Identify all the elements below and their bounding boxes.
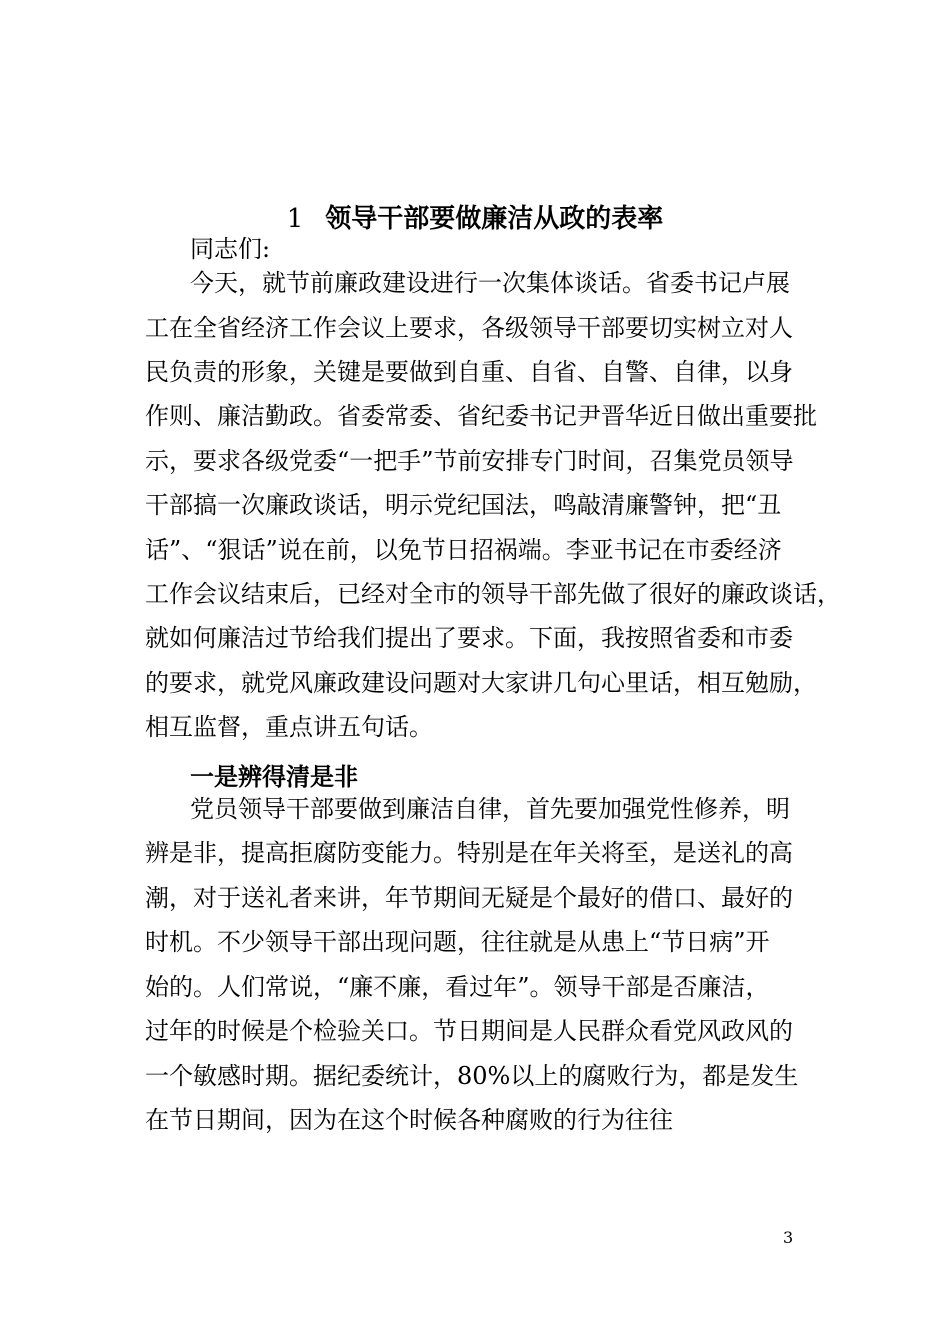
document-title <box>0 198 950 235</box>
paragraph-line: 工在全省经济工作会议上要求，各级领导干部要切实树立对人 <box>145 314 793 342</box>
paragraph-line: 民负责的形象，关键是要做到自重、自省、自警、自律，以身 <box>145 358 793 386</box>
paragraph-line: 过年的时候是个检验关口。节日期间是人民群众看党风政风的 <box>145 1017 793 1045</box>
title-number: 1 <box>286 204 304 234</box>
paragraph-line: 始的。人们常说，“廉不廉，看过年”。领导干部是否廉洁， <box>145 973 770 1001</box>
page-number: 3 <box>783 1228 794 1247</box>
section-heading: 一是辨得清是非 <box>190 762 358 791</box>
paragraph-line: 党员领导干部要做到廉洁自律，首先要加强党性修养，明 <box>190 795 790 823</box>
paragraph-line: 在节日期间，因为在这个时候各种腐败的行为往往 <box>145 1106 673 1134</box>
paragraph-line: 潮，对于送礼者来讲，年节期间无疑是个最好的借口、最好的 <box>145 884 793 912</box>
paragraph-line: 就如何廉洁过节给我们提出了要求。下面，我按照省委和市委 <box>145 624 793 652</box>
salutation: 同志们: <box>190 235 271 263</box>
paragraph-line: 一个敏感时期。据纪委统计，80%以上的腐败行为，都是发生 <box>145 1062 799 1090</box>
paragraph-line: 工作会议结束后，已经对全市的领导干部先做了很好的廉政谈话， <box>145 580 841 608</box>
paragraph-line: 时机。不少领导干部出现问题，往往就是从患上“节日病”开 <box>145 928 770 956</box>
paragraph-line: 相互监督，重点讲五句话。 <box>145 713 433 741</box>
paragraph-line: 的要求，就党风廉政建设问题对大家讲几句心里话，相互勉励， <box>145 669 817 697</box>
title-text: 领导干部要做廉洁从政的表率 <box>325 204 664 234</box>
paragraph-line: 示，要求各级党委“一把手”节前安排专门时间，召集党员领导 <box>145 447 794 475</box>
paragraph-line: 辨是非，提高拒腐防变能力。特别是在年关将至，是送礼的高 <box>145 839 793 867</box>
paragraph-line: 干部搞一次廉政谈话，明示党纪国法，鸣敲清廉警钟，把“丑 <box>145 491 782 519</box>
paragraph-line: 作则、廉洁勤政。省委常委、省纪委书记尹晋华近日做出重要批 <box>145 402 817 430</box>
paragraph-line: 话”、“狠话”说在前，以免节日招祸端。李亚书记在市委经济 <box>145 536 782 564</box>
paragraph-line: 今天，就节前廉政建设进行一次集体谈话。省委书记卢展 <box>190 269 790 297</box>
